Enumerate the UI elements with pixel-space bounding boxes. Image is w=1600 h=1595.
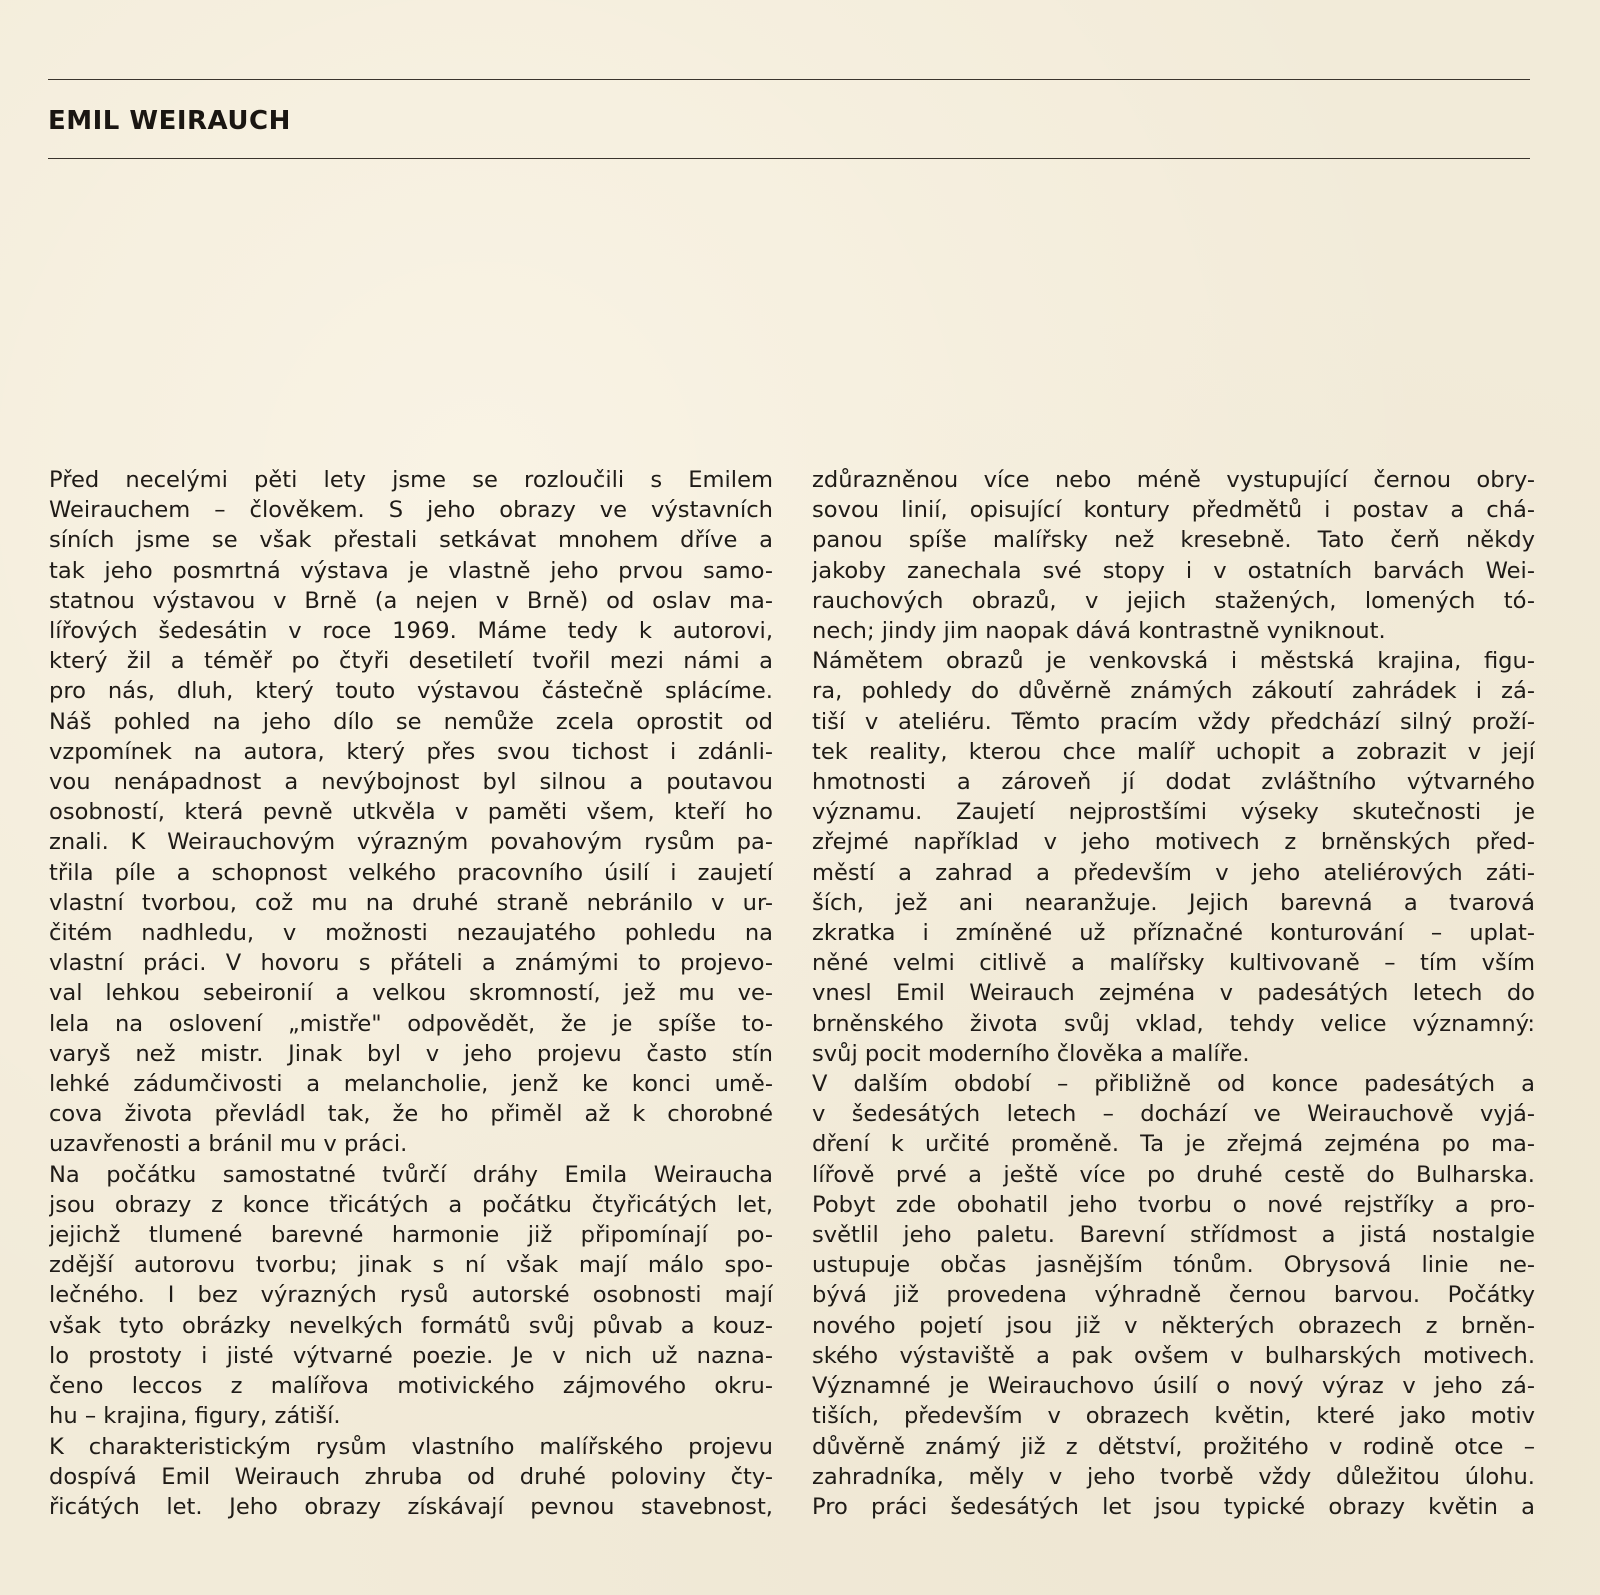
text-line: Pobyt zde obohatil jeho tvorbu o nové rejstříky a pro- [812,1191,1535,1218]
text-line: osobností, která pevně utkvěla v paměti všem, kteří ho [49,799,773,826]
text-line: zkratka i zmíněné už příznačné konturování – uplat- [812,920,1535,947]
text-line: lela na oslovení „mistře" odpovědět, že je spíše to- [49,1010,773,1037]
paragraph [49,1432,773,1523]
text-line: nového pojetí jsou již v některých obrazech z brněn- [812,1312,1535,1339]
text-line: čitém nadhledu, v možnosti nezaujatého pohledu na [49,920,773,947]
text-line: lířově prvé a ještě více po druhé cestě do Bulharska. [812,1161,1535,1188]
text-line: vzpomínek na autora, který přes svou tichost i zdánli- [49,738,773,765]
text-line: Weirauchem – člověkem. S jeho obrazy ve výstavních [49,497,773,524]
text-line: brněnského života svůj vklad, tehdy velice významný: [812,1010,1535,1037]
text-line: znali. K Weirauchovým výrazným povahovým rysům pa- [49,829,773,856]
text-line: rauchových obrazů, v jejich stažených, lomených tó- [812,587,1535,614]
text-line: hmotnosti a zároveň jí dodat zvláštního výtvarného [812,769,1535,796]
text-line: vnesl Emil Weirauch zejména v padesátých letech do [812,980,1535,1007]
header-top-rule [48,79,1530,80]
article-title: EMIL WEIRAUCH [48,106,291,136]
text-line: lířových šedesátin v roce 1969. Máme tedy k autorovi, [49,618,773,645]
text-line: tiších, především v obrazech květin, které jako motiv [812,1403,1535,1430]
text-column-left [49,465,773,1522]
text-line: třila píle a schopnost velkého pracovního úsilí i zaujetí [49,859,773,886]
text-line: důvěrně známý již z dětství, prožitého v rodině otce – [812,1433,1535,1460]
text-line: který žil a téměř po čtyři desetiletí tvořil mezi námi a [49,648,773,675]
text-line: městí a zahrad a především v jeho ateliérových záti- [812,859,1535,886]
text-line: tek reality, kterou chce malíř uchopit a zobrazit v její [812,738,1535,765]
text-line: cova života převládl tak, že ho přiměl až k chorobné [49,1101,773,1128]
text-line: však tyto obrázky nevelkých formátů svůj půvab a kouz- [49,1312,773,1339]
text-line: tiší v ateliéru. Těmto pracím vždy předchází silný proží- [812,708,1535,735]
text-line: něné velmi citlivě a malířsky kultivovaně – tím vším [812,950,1535,977]
text-line: ších, jež ani nearanžuje. Jejich barevná a tvarová [812,889,1535,916]
text-line: uzavřenosti a bránil mu v práci. [49,1131,408,1158]
paragraph [812,1069,1535,1522]
header-bottom-rule [48,158,1530,159]
text-line: vou nenápadnost a nevýbojnost byl silnou a poutavou [49,769,773,796]
text-line: pro nás, dluh, který touto výstavou částečně splácíme. [49,678,773,705]
paragraph [49,1160,773,1432]
text-line: K charakteristickým rysům vlastního malířského projevu [49,1433,773,1460]
text-line: zdější autorovu tvorbu; jinak s ní však mají málo spo- [49,1252,773,1279]
text-line: Významné je Weirauchovo úsilí o nový výraz v jeho zá- [812,1373,1535,1400]
text-column-right [812,465,1535,1522]
text-line: hu – krajina, figury, zátiší. [49,1403,341,1430]
paragraph [812,646,1535,1069]
text-line: nech; jindy jim naopak dává kontrastně vyniknout. [812,618,1386,645]
text-line: zdůrazněnou více nebo méně vystupující černou obry- [812,467,1535,493]
text-line: Pro práci šedesátých let jsou typické obrazy květin a [812,1493,1535,1520]
text-line: čeno leccos z malířova motivického zájmového okru- [49,1373,773,1400]
paragraph [812,465,1535,646]
show-through-right [790,170,1530,400]
text-line: lečného. I bez výrazných rysů autorské osobnosti mají [49,1282,773,1309]
text-line: Na počátku samostatné tvůrčí dráhy Emila Weiraucha [49,1161,773,1188]
text-line: světlil jeho paletu. Barevní střídmost a jistá nostalgie [812,1222,1535,1249]
text-line: významu. Zaujetí nejprostšími výseky skutečnosti je [812,799,1535,826]
text-line: jsou obrazy z konce třicátých a počátku čtyřicátých let, [49,1191,773,1218]
text-line: ustupuje občas jasnějším tónům. Obrysová linie ne- [812,1252,1535,1279]
text-line: vlastní tvorbou, což mu na druhé straně nebránilo v ur- [49,889,773,916]
text-line: tak jeho posmrtná výstava je vlastně jeho prvou samo- [49,557,773,584]
text-line: zahradníka, měly v jeho tvorbě vždy důležitou úlohu. [812,1463,1535,1490]
text-line: statnou výstavou v Brně (a nejen v Brně) od oslav ma- [49,587,773,614]
text-line: ra, pohledy do důvěrně známých zákoutí zahrádek i zá- [812,678,1535,705]
text-line: lehké zádumčivosti a melancholie, jenž ke konci umě- [49,1071,773,1098]
text-line: V dalším období – přibližně od konce padesátých a [812,1071,1535,1098]
text-line: v šedesátých letech – dochází ve Weirauchově vyjá- [812,1101,1535,1128]
paragraph [49,465,773,1160]
text-line: jejichž tlumené barevné harmonie již připomínají po- [49,1222,773,1249]
text-line: lo prostoty i jisté výtvarné poezie. Je v nich už nazna- [49,1342,773,1369]
text-line: val lehkou sebeironií a velkou skromností, jež mu ve- [49,980,773,1007]
text-line: vlastní práci. V hovoru s přáteli a známými to projevo- [49,950,773,977]
text-line: ského výstaviště a pak ovšem v bulharských motivech. [812,1342,1535,1369]
text-line: dospívá Emil Weirauch zhruba od druhé poloviny čty- [49,1463,773,1490]
text-line: bývá již provedena výhradně černou barvou. Počátky [812,1282,1535,1309]
text-line: síních jsme se však přestali setkávat mnohem dříve a [49,527,773,554]
text-line: Náš pohled na jeho dílo se nemůže zcela oprostit od [49,708,773,735]
text-line: svůj pocit moderního člověka a malíře. [812,1040,1250,1067]
text-line: panou spíše malířsky než kresebně. Tato čerň někdy [812,527,1535,554]
text-line: Před necelými pěti lety jsme se rozloučili s Emilem [49,467,773,493]
text-line: varyš než mistr. Jinak byl v jeho projevu často stín [49,1040,773,1067]
text-line: jakoby zanechala své stopy i v ostatních barvách Wei- [812,557,1535,584]
text-line: Námětem obrazů je venkovská i městská krajina, figu- [812,648,1535,675]
text-line: zřejmé například v jeho motivech z brněnských před- [812,829,1535,856]
text-line: sovou linií, opisující kontury předmětů i postav a chá- [812,497,1535,524]
text-line: řicátých let. Jeho obrazy získávají pevnou stavebnost, [49,1493,773,1520]
text-line: dření k určité proměně. Ta je zřejmá zejména po ma- [812,1131,1535,1158]
